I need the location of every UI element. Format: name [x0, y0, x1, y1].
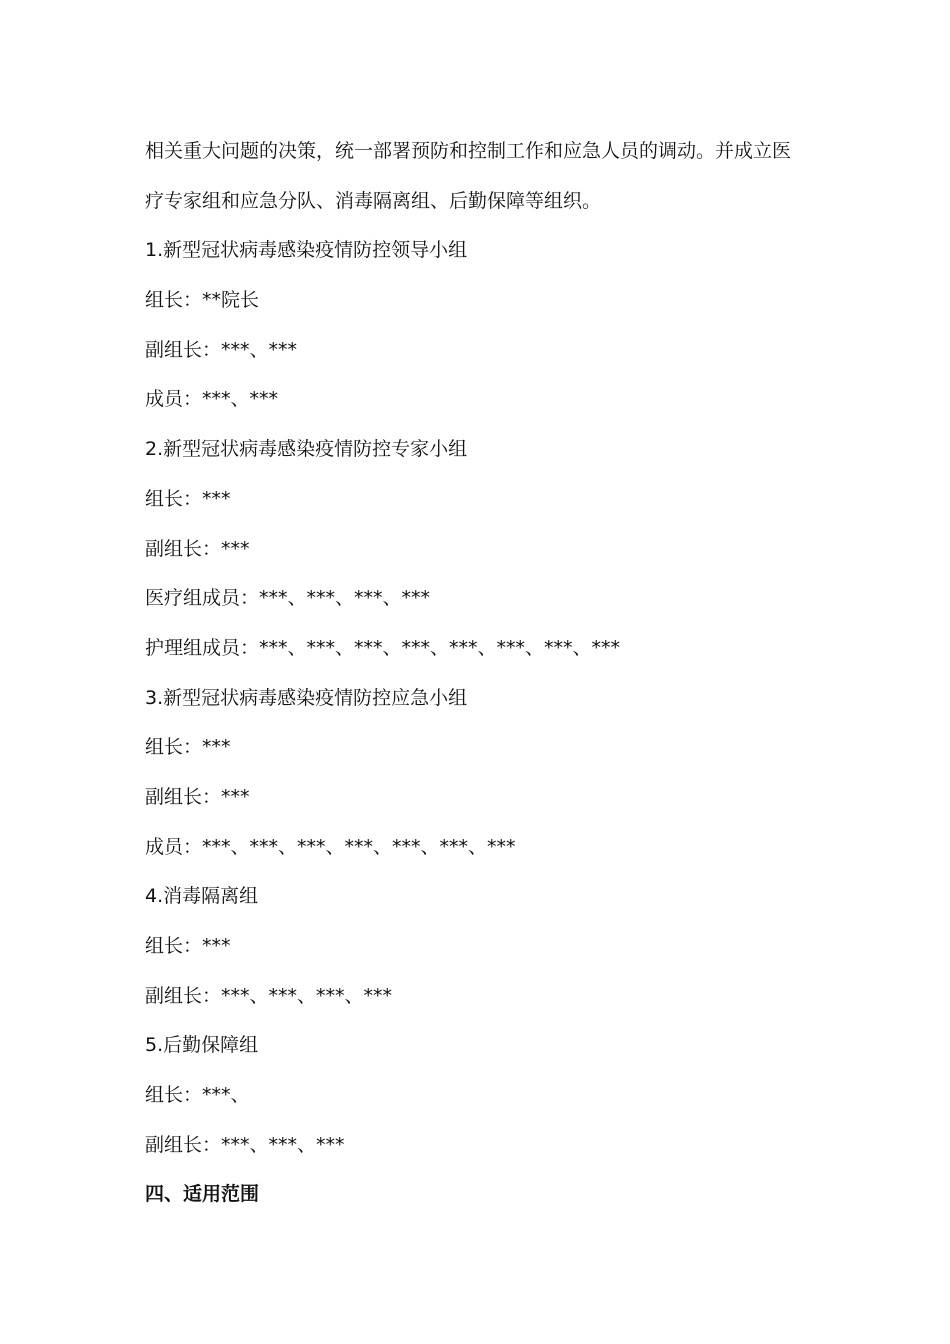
deputy-leader-line: 副组长：***	[145, 537, 250, 560]
leader-line: 组长：***	[145, 487, 231, 510]
paragraph-line: 相关重大问题的决策，统一部署预防和控制工作和应急人员的调动。并成立医	[145, 140, 792, 162]
document-body	[145, 134, 815, 1227]
paragraph-line: 疗专家组和应急分队、消毒隔离组、后勤保障等组织。	[145, 189, 602, 212]
section-title-emergency-group: 3.新型冠状病毒感染疫情防控应急小组	[145, 686, 468, 709]
leader-line: 组长：***	[145, 736, 231, 759]
deputy-leader-line: 副组长：***、***	[145, 338, 298, 361]
section-title-logistics-group: 5.后勤保障组	[145, 1034, 259, 1057]
nursing-members-line: 护理组成员：***、***、***、***、***、***、***、***	[145, 636, 621, 659]
deputy-leader-line: 副组长：***、***、***、***	[145, 984, 393, 1007]
medical-members-line: 医疗组成员：***、***、***、***	[145, 587, 431, 610]
deputy-leader-line: 副组长：***	[145, 785, 250, 808]
section-title-disinfection-group: 4.消毒隔离组	[145, 885, 259, 908]
leader-line: 组长：**院长	[145, 289, 260, 312]
members-line: 成员：***、***、***、***、***、***、***	[145, 835, 516, 858]
section-title-leadership-group: 1.新型冠状病毒感染疫情防控领导小组	[145, 239, 468, 262]
section-heading-scope: 四、适用范围	[145, 1183, 260, 1206]
section-title-expert-group: 2.新型冠状病毒感染疫情防控专家小组	[145, 438, 468, 461]
leader-line: 组长：***	[145, 935, 231, 957]
members-line: 成员：***、***	[145, 388, 279, 411]
leader-line: 组长：***、	[145, 1084, 250, 1107]
deputy-leader-line: 副组长：***、***、***	[145, 1133, 345, 1156]
